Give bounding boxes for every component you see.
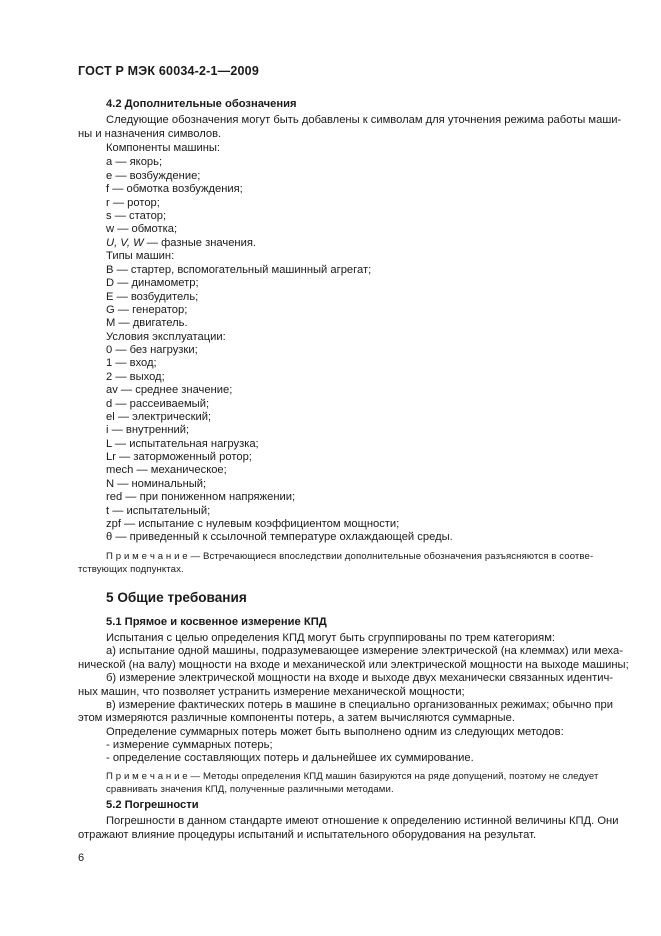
paragraph-line: отражают влияние процедуры испытаний и испытательного оборудования на результат. [78, 829, 537, 841]
paragraph-line: этом измеряются различные компоненты потерь, а затем вычисляются суммарные. [78, 712, 515, 724]
paragraph-line: б) измерение электрической мощности на входе и выходе двух механически связанных идентич- [106, 672, 614, 684]
list-item: w — обмотка; [106, 223, 178, 235]
conditions-heading: Условия эксплуатации: [106, 331, 226, 343]
list-item: N — номинальный; [106, 478, 207, 490]
list-item: t — испытательный; [106, 505, 211, 517]
paragraph-line: Погрешности в данном стандарте имеют отношение к определению истинной величины КПД. Они [106, 815, 619, 827]
list-item: - измерение суммарных потерь; [106, 739, 273, 751]
paragraph-line: ны и назначения символов. [78, 128, 222, 140]
list-item: el — электрический; [106, 411, 212, 423]
list-item: Lr — заторможенный ротор; [106, 451, 252, 463]
note-text: — Встречающиеся впоследствии дополнительные обозначения разъясняются в соотве- [187, 551, 594, 562]
list-item [106, 237, 256, 250]
list-item: D — динамометр; [106, 277, 199, 289]
list-item: 2 — выход; [106, 371, 165, 383]
list-item: e — возбуждение; [106, 170, 201, 182]
section-5-1-title: 5.1 Прямое и косвенное измерение КПД [106, 616, 327, 628]
list-item: zpf — испытание с нулевым коэффициентом мощности; [106, 518, 400, 530]
phase-letters: U, V, W [106, 237, 144, 249]
list-item: a — якорь; [106, 156, 163, 168]
list-item: 1 — вход; [106, 357, 157, 369]
section-5-2-title: 5.2 Погрешности [106, 799, 199, 811]
paragraph-line: ных машин, что позволяет устранить измерение механической мощности; [78, 686, 465, 698]
list-item: - определение составляющих потерь и дальнейшее их суммирование. [106, 752, 474, 764]
list-item: B — стартер, вспомогательный машинный агрегат; [106, 264, 372, 276]
paragraph-line: Определение суммарных потерь может быть выполнено одним из следующих методов: [106, 726, 564, 738]
note-line [106, 770, 598, 783]
list-item: i — внутренний; [106, 424, 190, 436]
note-label: П р и м е ч а н и е [106, 551, 188, 562]
paragraph-line: Испытания с целью определения КПД могут быть сгруппированы по трем категориям: [106, 632, 556, 644]
note-label: П р и м е ч а н и е [106, 771, 188, 782]
section-5-title: 5 Общие требования [106, 590, 247, 605]
list-item: G — генератор; [106, 304, 188, 316]
components-heading: Компоненты машины: [106, 142, 221, 154]
paragraph-line: Следующие обозначения могут быть добавлены к символам для уточнения режима работы маши- [106, 114, 622, 126]
note-text: — Методы определения КПД машин базируются на ряде допущений, поэтому не следует [187, 771, 599, 782]
list-item: L — испытательная нагрузка; [106, 438, 259, 450]
list-item: r — ротор; [106, 197, 160, 209]
types-heading: Типы машин: [106, 250, 175, 262]
list-item: E — возбудитель; [106, 291, 199, 303]
page-number: 6 [78, 852, 85, 864]
phase-text: — фазные значения. [143, 237, 257, 249]
list-item: mech — механическое; [106, 464, 227, 476]
document-header: ГОСТ Р МЭК 60034-2-1—2009 [78, 64, 259, 78]
note-line: тствующих подпунктах. [78, 564, 184, 575]
section-4-2-title: 4.2 Дополнительные обозначения [106, 98, 297, 110]
list-item: av — среднее значение; [106, 384, 233, 396]
paragraph-line: нической (на валу) мощности на входе и механической или электрической мощности на выходе машины; [78, 659, 629, 671]
list-item: M — двигатель. [106, 317, 188, 329]
list-item: 0 — без нагрузки; [106, 344, 198, 356]
list-item: s — статор; [106, 210, 167, 222]
paragraph-line: а) испытание одной машины, подразумевающее измерение электрической (на клеммах) или меха- [106, 645, 623, 657]
paragraph-line: в) измерение фактических потерь в машине в специально организованных режимах; обычно при [106, 699, 613, 711]
list-item: red — при пониженном напряжении; [106, 491, 296, 503]
note-line: сравнивать значения КПД, полученные различными методами. [106, 784, 394, 795]
list-item: d — рассеиваемый; [106, 398, 210, 410]
list-item: θ — приведенный к ссылочной температуре охлаждающей среды. [106, 531, 453, 543]
note-line [106, 550, 593, 563]
list-item: f — обмотка возбуждения; [106, 183, 243, 195]
